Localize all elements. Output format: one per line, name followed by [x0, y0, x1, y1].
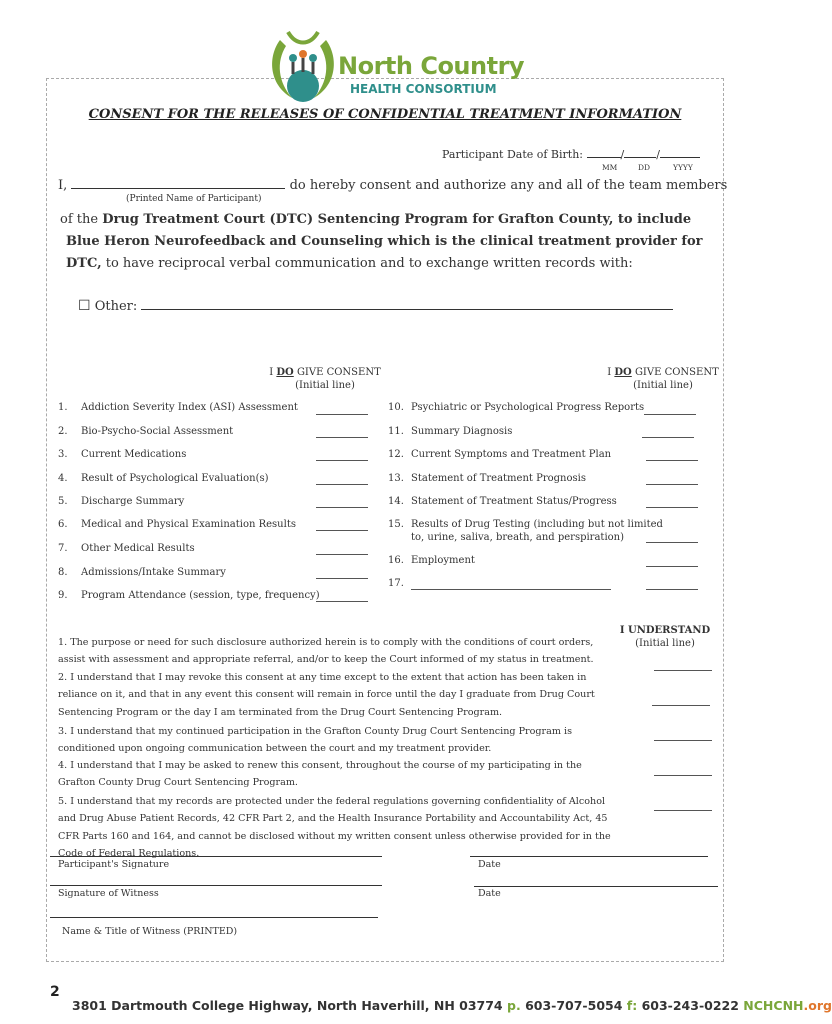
item-number: 14.: [388, 496, 404, 507]
date-label-2: Date: [478, 888, 501, 899]
initial-line-15[interactable]: [646, 542, 698, 543]
initial-line-12[interactable]: [646, 460, 698, 461]
logo-emblem-icon: [266, 26, 340, 112]
other-label: Other:: [94, 299, 138, 314]
item-label: Admissions/Intake Summary: [81, 567, 226, 578]
item-number: 7.: [58, 543, 68, 554]
item-label: Employment: [411, 555, 475, 566]
item-number: 17.: [388, 578, 404, 589]
item-number: 9.: [58, 590, 68, 601]
initial-line-9[interactable]: [316, 601, 368, 602]
footer-fax: 603-243-0222: [641, 998, 739, 1013]
consent-header-left-initial: (Initial line): [295, 380, 355, 391]
initial-line-11[interactable]: [642, 437, 694, 438]
initial-line-13[interactable]: [646, 484, 698, 485]
consent-hereby: do hereby consent and authorize any and all of the team members: [289, 178, 728, 193]
item-label: Current Medications: [81, 449, 187, 460]
form-title: CONSENT FOR THE RELEASES OF CONFIDENTIAL TREATMENT INFORMATION: [88, 107, 682, 122]
consent-i: I,: [58, 178, 68, 193]
item-number: 16.: [388, 555, 404, 566]
date-line-2[interactable]: [474, 886, 718, 887]
dob-day-field[interactable]: [624, 157, 656, 158]
initial-line-8[interactable]: [316, 578, 368, 579]
list-item-7: [58, 543, 195, 554]
statement-3: 3. I understand that my continued participation in the Grafton County Drug Court Sentencing Program is conditioned upon ongoing communication between the court and my treatment provider.: [58, 726, 573, 755]
consent-header-right: [598, 366, 728, 392]
item-label: Medical and Physical Examination Results: [81, 519, 296, 530]
list-item-14: [388, 496, 617, 507]
consent-body-line-2: Blue Heron Neurofeedback and Counseling which is the clinical treatment provider for: [66, 234, 703, 249]
witness-name-line[interactable]: [50, 917, 378, 918]
consent-header-right-initial: (Initial line): [633, 380, 693, 391]
consent-of-the: of the: [60, 212, 103, 227]
statement-2: 2. I understand that I may revoke this consent at any time except to the extent that action has been taken in reliance on it, and that in any event this consent will remain in force until the day I graduate from Drug Court Sentencing Program or the day I am terminated from the Drug Court Sentencing Program.: [58, 672, 595, 718]
list-item-4: [58, 473, 269, 484]
list-item-15: [388, 519, 663, 530]
dob-year-field[interactable]: [660, 157, 700, 158]
consent-body-line-3: [66, 256, 633, 271]
statement-5: 5. I understand that my records are protected under the federal regulations governing confidentiality of Alcohol and Drug Abuse Patient Records, 42 CFR Part 2, and the Health Insurance Portability and Accountability Act, 45 CFR Parts 160 and 164, and cannot be disclosed without my written consent unless otherwise provided for in the Code of Federal Regulations.: [58, 796, 611, 860]
initial-line-1[interactable]: [316, 414, 368, 415]
item-number: 4.: [58, 473, 68, 484]
list-item-17: [388, 578, 404, 589]
witness-signature-label: Signature of Witness: [58, 888, 159, 899]
list-item-6: [58, 519, 296, 530]
item-number: 6.: [58, 519, 68, 530]
list-item-9: [58, 590, 320, 601]
footer-address: 3801 Dartmouth College Highway, North Haverhill, NH 03774: [72, 998, 503, 1013]
item-number: 13.: [388, 473, 404, 484]
initial-line-5[interactable]: [316, 507, 368, 508]
other-checkbox[interactable]: ☐: [78, 298, 91, 314]
footer-phone-label: p.: [507, 998, 521, 1013]
participant-name-field[interactable]: [71, 188, 285, 189]
item-number: 5.: [58, 496, 68, 507]
item-number: 2.: [58, 426, 68, 437]
list-item-2: [58, 426, 234, 437]
statement-1: 1. The purpose or need for such disclosure authorized herein is to comply with the conditions of court orders, assist with assessment and appropriate referral, and/or to keep the Court informed of my status in treatment.: [58, 637, 594, 666]
item-number: 10.: [388, 402, 404, 413]
understand-title: I UNDERSTAND: [619, 625, 711, 636]
dob-row: Participant Date of Birth: / /: [442, 148, 700, 161]
initial-line-2[interactable]: [316, 437, 368, 438]
footer-website[interactable]: NCHCNH.org: [743, 998, 832, 1013]
item-label: Current Symptoms and Treatment Plan: [411, 449, 612, 460]
initial-line-16[interactable]: [646, 566, 698, 567]
dob-month-field[interactable]: [587, 157, 621, 158]
consent-dtc: DTC,: [66, 256, 102, 271]
initial-line-10[interactable]: [644, 414, 696, 415]
understand-line-5[interactable]: [654, 810, 712, 811]
list-item-15-continued: to, urine, saliva, breath, and perspiration): [411, 532, 625, 543]
understand-line-4[interactable]: [654, 775, 712, 776]
initial-line-14[interactable]: [646, 507, 698, 508]
understand-initial: (Initial line): [635, 638, 695, 649]
initial-line-17[interactable]: [646, 589, 698, 590]
item-label: Result of Psychological Evaluation(s): [81, 473, 269, 484]
list-item-1: [58, 402, 298, 413]
footer-fax-label: f:: [626, 998, 638, 1013]
initial-line-6[interactable]: [316, 530, 368, 531]
logo-subtitle: HEALTH CONSORTIUM: [350, 82, 497, 96]
page-number: 2: [50, 984, 60, 1000]
understand-line-2[interactable]: [652, 705, 710, 706]
item-label: Results of Drug Testing (including but not limited: [411, 519, 663, 530]
dob-dd-caption: DD: [638, 163, 651, 172]
initial-line-4[interactable]: [316, 484, 368, 485]
footer-phone: 603-707-5054: [525, 998, 623, 1013]
participant-signature-label: Participant's Signature: [58, 859, 170, 870]
item-label: Psychiatric or Psychological Progress Reports: [411, 402, 645, 413]
dob-yyyy-caption: YYYY: [673, 163, 693, 172]
initial-line-7[interactable]: [316, 554, 368, 555]
consent-line: [58, 178, 727, 193]
witness-name-label: Name & Title of Witness (PRINTED): [62, 926, 238, 937]
other-field[interactable]: [141, 309, 673, 310]
logo: [266, 26, 525, 112]
item-label: Discharge Summary: [81, 496, 185, 507]
item-number: 1.: [58, 402, 68, 413]
dob-mm-caption: MM: [602, 163, 618, 172]
item-label: Statement of Treatment Status/Progress: [411, 496, 617, 507]
footer-contact: [72, 998, 832, 1013]
item-number: 3.: [58, 449, 68, 460]
date-line-1[interactable]: [470, 856, 708, 857]
logo-name: North Country: [338, 52, 525, 80]
dob-label: Participant Date of Birth:: [442, 148, 584, 161]
understand-line-1[interactable]: [654, 670, 712, 671]
list-item-12: [388, 449, 612, 460]
other-row: [78, 298, 673, 314]
item-number: 8.: [58, 567, 68, 578]
list-item-8: [58, 567, 226, 578]
list-item-11: [388, 426, 513, 437]
item-label: Addiction Severity Index (ASI) Assessment: [81, 402, 298, 413]
list-item-3: [58, 449, 187, 460]
witness-signature-line[interactable]: [50, 885, 382, 886]
list-item-16: [388, 555, 475, 566]
understand-header: [610, 624, 720, 650]
consent-header-left: [260, 366, 390, 392]
date-label-1: Date: [478, 859, 501, 870]
consent-body-line-1: [60, 212, 691, 227]
understand-line-3[interactable]: [654, 740, 712, 741]
item-label: Other Medical Results: [81, 543, 195, 554]
list-item-13: [388, 473, 586, 484]
consent-rest: to have reciprocal verbal communication and to exchange written records with:: [101, 256, 633, 271]
list-item-10: [388, 402, 645, 413]
statement-4: 4. I understand that I may be asked to renew this consent, throughout the course of my participating in the Grafton County Drug Court Sentencing Program.: [58, 760, 582, 789]
list-item-5: [58, 496, 185, 507]
item-label: Program Attendance (session, type, frequency): [81, 590, 320, 601]
item-17-field[interactable]: [411, 589, 611, 590]
participant-signature-line[interactable]: [50, 856, 382, 857]
item-number: 12.: [388, 449, 404, 460]
printed-name-caption: (Printed Name of Participant): [126, 194, 262, 204]
item-label: Bio-Psycho-Social Assessment: [81, 426, 234, 437]
item-label: Statement of Treatment Prognosis: [411, 473, 586, 484]
consent-program-name: Drug Treatment Court (DTC) Sentencing Program for Grafton County, to include: [102, 212, 692, 227]
item-number: 15.: [388, 519, 404, 530]
consent-header-left-text: I DO GIVE CONSENT: [269, 367, 381, 378]
item-number: 11.: [388, 426, 404, 437]
consent-header-right-text: I DO GIVE CONSENT: [607, 367, 719, 378]
initial-line-3[interactable]: [316, 460, 368, 461]
item-label: Summary Diagnosis: [411, 426, 513, 437]
